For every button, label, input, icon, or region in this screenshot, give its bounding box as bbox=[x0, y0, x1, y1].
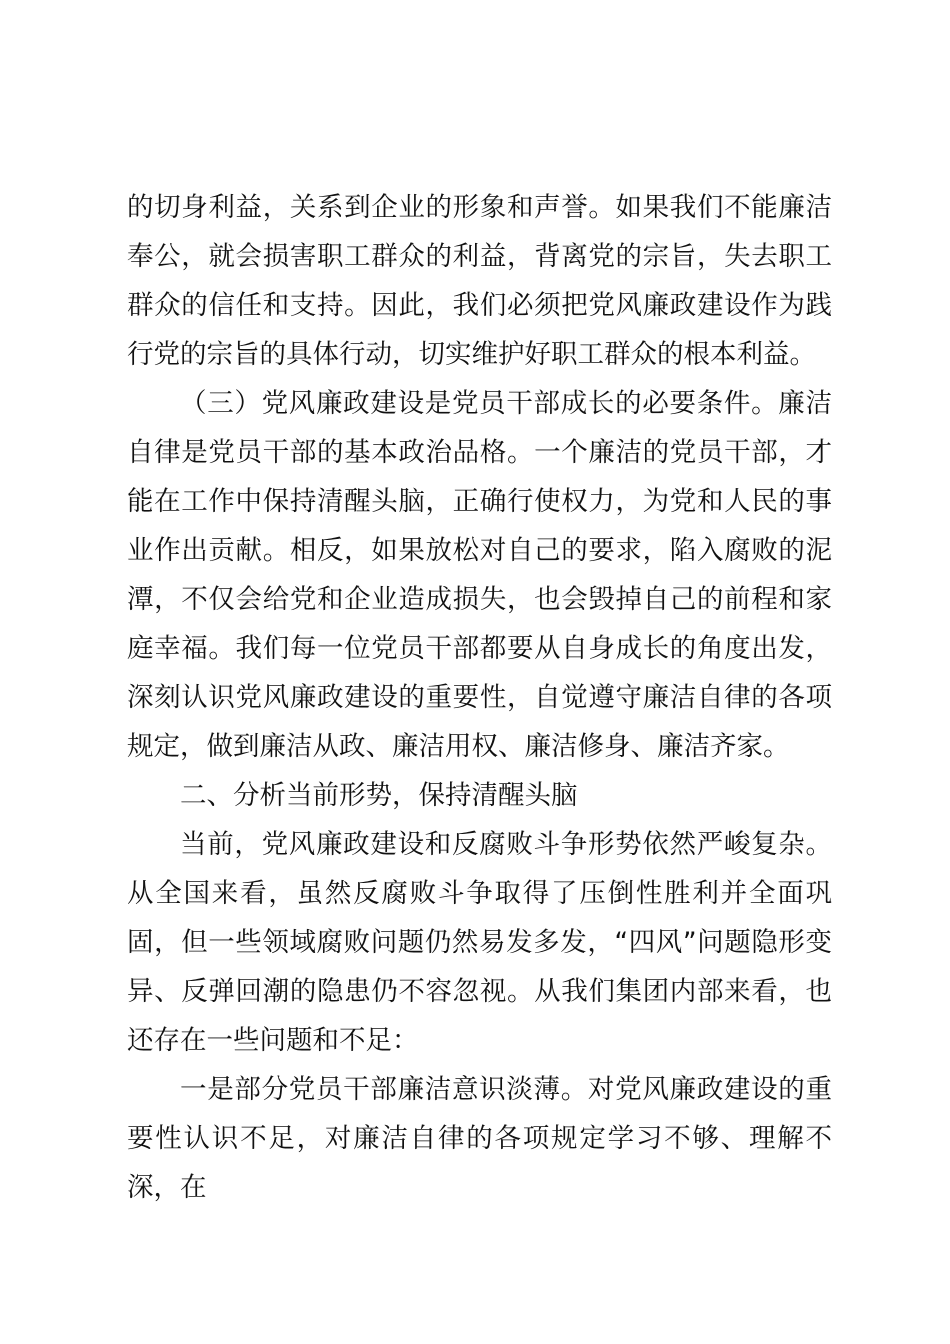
section-heading-two: 二、分析当前形势，保持清醒头脑 bbox=[180, 780, 578, 811]
paragraph-section-three: （三）党风廉政建设是党员干部成长的必要条件。廉洁自律是党员干部的基本政治品格。一个廉洁的党员干部，才能在工作中保持清醒头脑，正确行使权力，为党和人民的事业作出贡献。相反，如果放松对自己的要求，陷入腐败的泥潭，不仅会给党和企业造成损失，也会毁掉自己的前程和家庭幸福。我们每一位党员干部都要从自身成长的角度出发，深刻认识党风廉政建设的重要性，自觉遵守廉洁自律的各项规定，做到廉洁从政、廉洁用权、廉洁修身、廉洁齐家。 bbox=[127, 388, 832, 762]
document-body bbox=[127, 183, 832, 1212]
paragraph-issue-one: 一是部分党员干部廉洁意识淡薄。对党风廉政建设的重要性认识不足，对廉洁自律的各项规定学习不够、理解不深，在 bbox=[127, 1074, 832, 1203]
paragraph-current-situation: 当前，党风廉政建设和反腐败斗争形势依然严峻复杂。从全国来看，虽然反腐败斗争取得了压倒性胜利并全面巩固，但一些领域腐败问题仍然易发多发，“四风”问题隐形变异、反弹回潮的隐患仍不容忽视。从我们集团内部来看，也还存在一些问题和不足： bbox=[127, 829, 832, 1056]
paragraph-continuation: 的切身利益，关系到企业的形象和声誉。如果我们不能廉洁奉公，就会损害职工群众的利益，背离党的宗旨，失去职工群众的信任和支持。因此，我们必须把党风廉政建设作为践行党的宗旨的具体行动，切实维护好职工群众的根本利益。 bbox=[127, 192, 832, 370]
